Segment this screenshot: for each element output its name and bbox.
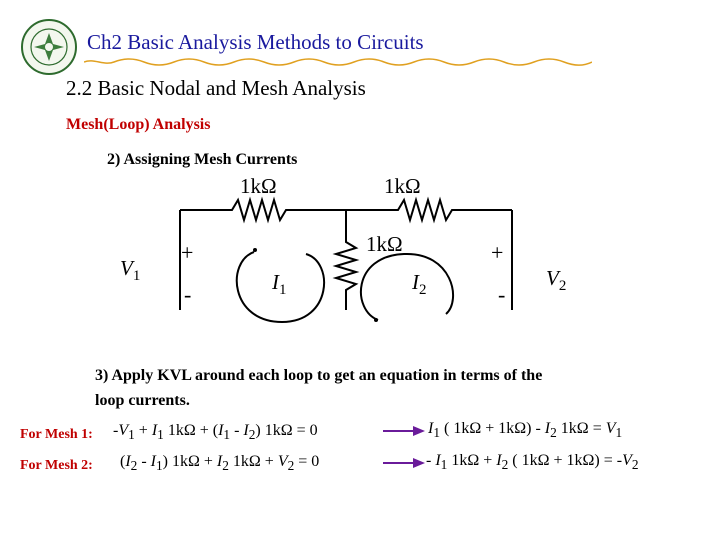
source-v2-minus: - [498, 282, 506, 307]
subsection-title: Mesh(Loop) Analysis [66, 116, 211, 133]
source-v2-label: $V_2$ [546, 266, 567, 295]
step3-text-line2: loop currents. [95, 392, 190, 409]
header-divider [84, 58, 592, 66]
step2-title: 2) Assigning Mesh Currents [107, 151, 298, 168]
university-logo [20, 18, 78, 76]
mesh1-label: For Mesh 1: [20, 427, 93, 442]
mesh1-rearranged-equation: $I_1$ ( $1k\Omega + 1k\Omega) - I_2$ $1k\Omega = V_1$ [428, 420, 623, 441]
mesh2-label: For Mesh 2: [20, 458, 93, 473]
mesh1-kvl-equation: $-V_1 + I_1$ $1k\Omega + (I_1 - I_2) 1k\Omega = 0$ [113, 422, 318, 443]
source-v2-plus: + [491, 240, 504, 265]
resistor-top-right-label: 1kΩ [384, 174, 421, 198]
source-v1-minus: - [184, 282, 192, 307]
header-title: Ch2 Basic Analysis Methods to Circuits [87, 30, 424, 54]
mesh2-arrow [383, 457, 425, 469]
mesh-current-2-label: $I_2$ [412, 270, 427, 299]
mesh2-rearranged-equation: - $I_1$ $1k\Omega + I_2$ ( $1k\Omega + 1k\Omega) = -V_2$ [426, 452, 639, 473]
middle-branch [336, 210, 356, 310]
mesh-current-1-label: $I_1$ [272, 270, 287, 299]
mesh-current-2-arrow [361, 254, 453, 320]
circuit-diagram [0, 170, 720, 350]
resistor-middle-label: 1kΩ [366, 232, 403, 256]
circuit-wires [0, 170, 720, 350]
step3-text-line1: 3) Apply KVL around each loop to get an equation in terms of the [95, 367, 543, 384]
resistor-top-left-label: 1kΩ [240, 174, 277, 198]
source-v1-label: $V_1$ [120, 256, 141, 285]
source-v1-plus: + [181, 240, 194, 265]
section-title: 2.2 Basic Nodal and Mesh Analysis [66, 76, 366, 100]
mesh1-arrow [383, 425, 425, 437]
mesh2-kvl-equation: $(I_2 - I_1) 1k\Omega + I_2$ $1k\Omega + V_2 = 0$ [120, 453, 320, 474]
